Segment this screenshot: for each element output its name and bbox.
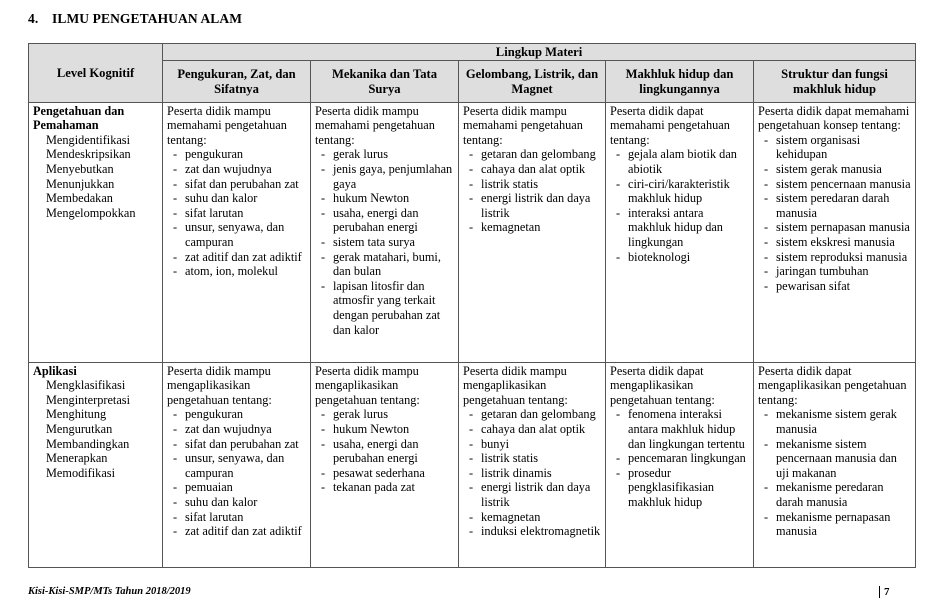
list-item: - cahaya dan alat optik: [463, 162, 601, 177]
cognitive-verb: Memodifikasi: [46, 465, 115, 480]
list-item: - fenomena interaksi antara makhluk hidup dan lingkungan tertentu: [610, 407, 749, 451]
list-item: - atom, ion, molekul: [167, 264, 306, 279]
list-item: - sistem ekskresi manusia: [758, 235, 911, 250]
level-cell: [29, 362, 163, 567]
list-item: - unsur, senyawa, dan campuran: [167, 220, 306, 249]
list-item: - suhu dan kalor: [167, 191, 306, 206]
section-title: ILMU PENGETAHUAN ALAM: [52, 11, 243, 26]
list-item: - mekanisme sistem gerak manusia: [758, 407, 911, 436]
column-header: Pengukuran, Zat, dan Sifatnya: [163, 60, 311, 102]
list-item: - sifat dan perubahan zat: [167, 177, 306, 192]
column-header: Gelombang, Listrik, dan Magnet: [459, 60, 606, 102]
column-header: Makhluk hidup dan lingkungannya: [606, 60, 754, 102]
cognitive-verb: Menunjukkan: [46, 176, 115, 191]
list-item: - pengukuran: [167, 147, 306, 162]
column-header: Struktur dan fungsi makhluk hidup: [754, 60, 916, 102]
materi-list: [758, 133, 911, 294]
cognitive-verb: Menerapkan: [46, 451, 108, 466]
list-item: - pengukuran: [167, 407, 306, 422]
cognitive-verb: Mendeskripsikan: [46, 147, 131, 162]
list-item: - jenis gaya, penjumlahan gaya: [315, 162, 454, 191]
materi-list: [315, 147, 454, 337]
list-item: - sifat larutan: [167, 206, 306, 221]
cognitive-verb: Mengidentifikasi: [46, 132, 131, 147]
cognitive-verb: Mengelompokkan: [46, 205, 136, 220]
list-item: - interaksi antara makhluk hidup dan lingkungan: [610, 206, 749, 250]
cell-intro: Peserta didik dapat memahami pengetahuan tentang:: [610, 103, 730, 147]
list-item: - gejala alam biotik dan abiotik: [610, 147, 749, 176]
cell-intro: Peserta didik dapat memahami pengetahuan konsep tentang:: [758, 103, 910, 133]
cell-intro: Peserta didik mampu mengaplikasikan pengetahuan tentang:: [315, 363, 420, 407]
list-item: - zat aditif dan zat adiktif: [167, 250, 306, 265]
list-item: - usaha, energi dan perubahan energi: [315, 437, 454, 466]
table-row: [29, 362, 916, 567]
list-item: - usaha, energi dan perubahan energi: [315, 206, 454, 235]
cognitive-verb: Menginterpretasi: [46, 392, 131, 407]
materi-cell: [311, 362, 459, 567]
section-number: 4.: [28, 11, 39, 26]
list-item: - bunyi: [463, 437, 601, 452]
cognitive-verb: Membandingkan: [46, 436, 130, 451]
materi-list: [758, 407, 911, 538]
list-item: - unsur, senyawa, dan campuran: [167, 451, 306, 480]
list-item: - gerak lurus: [315, 147, 454, 162]
lingkup-materi-header: Lingkup Materi: [163, 44, 916, 61]
section-heading: [28, 11, 242, 27]
list-item: - energi listrik dan daya listrik: [463, 480, 601, 509]
list-item: - sistem tata surya: [315, 235, 454, 250]
materi-list: [610, 147, 749, 264]
list-item: - hukum Newton: [315, 422, 454, 437]
list-item: - sistem peredaran darah manusia: [758, 191, 911, 220]
materi-list: [463, 407, 601, 538]
list-item: - hukum Newton: [315, 191, 454, 206]
materi-list: [610, 407, 749, 509]
list-item: - pewarisan sifat: [758, 279, 911, 294]
cognitive-verb: Menyebutkan: [46, 161, 114, 176]
cell-intro: Peserta didik mampu mengaplikasikan pengetahuan tentang:: [167, 363, 272, 407]
level-title: Pengetahuan dan Pemahaman: [33, 103, 125, 133]
list-item: - pemuaian: [167, 480, 306, 495]
list-item: - pesawat sederhana: [315, 466, 454, 481]
list-item: - bioteknologi: [610, 250, 749, 265]
list-item: - energi listrik dan daya listrik: [463, 191, 601, 220]
list-item: - gerak matahari, bumi, dan bulan: [315, 250, 454, 279]
list-item: - induksi elektromagnetik: [463, 524, 601, 539]
list-item: - zat dan wujudnya: [167, 162, 306, 177]
page-number: 7: [879, 586, 890, 598]
materi-list: [167, 147, 306, 278]
materi-cell: [754, 102, 916, 362]
list-item: - listrik statis: [463, 451, 601, 466]
materi-list: [463, 147, 601, 235]
list-item: - sistem gerak manusia: [758, 162, 911, 177]
list-item: - mekanisme sistem pencernaan manusia dan uji makanan: [758, 437, 911, 481]
list-item: - tekanan pada zat: [315, 480, 454, 495]
list-item: - zat aditif dan zat adiktif: [167, 524, 306, 539]
cell-intro: Peserta didik mampu mengaplikasikan pengetahuan tentang:: [463, 363, 568, 407]
list-item: - suhu dan kalor: [167, 495, 306, 510]
cognitive-verb: Mengurutkan: [46, 421, 113, 436]
materi-list: [167, 407, 306, 538]
materi-cell: [459, 362, 606, 567]
list-item: - listrik dinamis: [463, 466, 601, 481]
cell-intro: Peserta didik dapat mengaplikasikan pengetahuan tentang:: [758, 363, 907, 407]
table-row: [29, 102, 916, 362]
footer-page-number: [879, 586, 890, 598]
list-item: - gerak lurus: [315, 407, 454, 422]
list-item: - ciri-ciri/karakteristik makhluk hidup: [610, 177, 749, 206]
list-item: - sifat dan perubahan zat: [167, 437, 306, 452]
level-title: Aplikasi: [33, 363, 77, 378]
list-item: - sifat larutan: [167, 510, 306, 525]
materi-cell: [163, 102, 311, 362]
cognitive-verb: Membedakan: [46, 191, 113, 206]
cognitive-verb: Mengklasifikasi: [46, 378, 126, 393]
materi-cell: [163, 362, 311, 567]
list-item: - getaran dan gelombang: [463, 147, 601, 162]
materi-cell: [459, 102, 606, 362]
list-item: - cahaya dan alat optik: [463, 422, 601, 437]
materi-cell: [754, 362, 916, 567]
list-item: - sistem pernapasan manusia: [758, 220, 911, 235]
level-cell: [29, 102, 163, 362]
materi-cell: [606, 362, 754, 567]
cell-intro: Peserta didik mampu memahami pengetahuan tentang:: [167, 103, 287, 147]
list-item: - mekanisme pernapasan manusia: [758, 510, 911, 539]
cognitive-verb: Menghitung: [46, 407, 107, 422]
level-kognitif-header: Level Kognitif: [29, 44, 163, 103]
list-item: - jaringan tumbuhan: [758, 264, 911, 279]
list-item: - sistem organisasi kehidupan: [758, 133, 911, 162]
footer-document-title: Kisi-Kisi-SMP/MTs Tahun 2018/2019: [28, 586, 191, 597]
cell-intro: Peserta didik mampu memahami pengetahuan tentang:: [463, 103, 583, 147]
materi-list: [315, 407, 454, 495]
list-item: - prosedur pengklasifikasian makhluk hidup: [610, 466, 749, 510]
list-item: - listrik statis: [463, 177, 601, 192]
list-item: - zat dan wujudnya: [167, 422, 306, 437]
list-item: - kemagnetan: [463, 220, 601, 235]
column-header: Mekanika dan Tata Surya: [311, 60, 459, 102]
cell-intro: Peserta didik mampu memahami pengetahuan tentang:: [315, 103, 435, 147]
list-item: - sistem pencernaan manusia: [758, 177, 911, 192]
cell-intro: Peserta didik dapat mengaplikasikan pengetahuan tentang:: [610, 363, 715, 407]
list-item: - lapisan litosfir dan atmosfir yang terkait dengan perubahan zat dan kalor: [315, 279, 454, 337]
list-item: - kemagnetan: [463, 510, 601, 525]
materi-cell: [311, 102, 459, 362]
kisi-kisi-table: [28, 43, 916, 568]
list-item: - getaran dan gelombang: [463, 407, 601, 422]
materi-cell: [606, 102, 754, 362]
list-item: - pencemaran lingkungan: [610, 451, 749, 466]
list-item: - mekanisme peredaran darah manusia: [758, 480, 911, 509]
list-item: - sistem reproduksi manusia: [758, 250, 911, 265]
